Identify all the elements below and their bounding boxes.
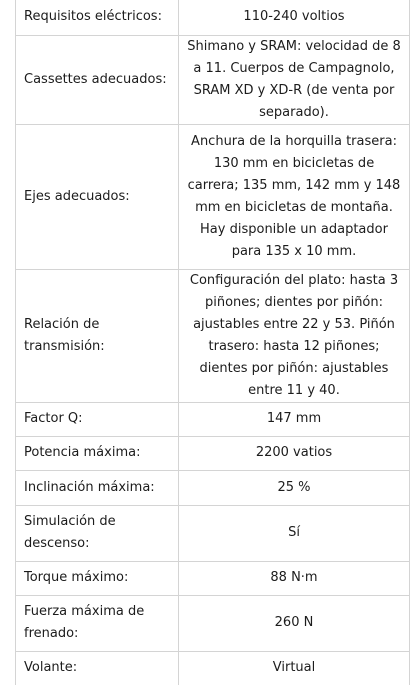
specifications-table <box>15 0 410 685</box>
spec-value: 25 % <box>179 470 410 505</box>
spec-value: Shimano y SRAM: velocidad de 8 a 11. Cuerpos de Campagnolo, SRAM XD y XD-R (de venta por separado). <box>179 35 410 124</box>
spec-value: 110-240 voltios <box>179 0 410 35</box>
spec-label: Simulación de descenso: <box>16 505 179 561</box>
spec-label: Potencia máxima: <box>16 436 179 470</box>
spec-value: Virtual <box>179 651 410 685</box>
spec-row-axles <box>16 124 410 269</box>
spec-label: Requisitos eléctricos: <box>16 0 179 35</box>
spec-label: Relación de transmisión: <box>16 269 179 402</box>
spec-row-gear-ratio <box>16 269 410 402</box>
spec-value: Configuración del plato: hasta 3 piñones; dientes por piñón: ajustables entre 22 y 53. Piñón trasero: hasta 12 piñones; dientes por piñón: ajustables entre 11 y 40. <box>179 269 410 402</box>
spec-row-q-factor <box>16 402 410 436</box>
spec-value: 88 N·m <box>179 561 410 595</box>
spec-row-max-torque <box>16 561 410 595</box>
spec-label: Inclinación máxima: <box>16 470 179 505</box>
spec-row-max-braking-force <box>16 595 410 651</box>
spec-value: Sí <box>179 505 410 561</box>
spec-value: 260 N <box>179 595 410 651</box>
spec-label: Factor Q: <box>16 402 179 436</box>
spec-row-cassettes <box>16 35 410 124</box>
spec-label: Ejes adecuados: <box>16 124 179 269</box>
spec-label: Torque máximo: <box>16 561 179 595</box>
spec-value: Anchura de la horquilla trasera: 130 mm en bicicletas de carrera; 135 mm, 142 mm y 148 mm en bicicletas de montaña. Hay disponible un adaptador para 135 x 10 mm. <box>179 124 410 269</box>
spec-value: 2200 vatios <box>179 436 410 470</box>
spec-row-max-incline <box>16 470 410 505</box>
spec-row-descent-simulation <box>16 505 410 561</box>
spec-label: Fuerza máxima de frenado: <box>16 595 179 651</box>
spec-row-max-power <box>16 436 410 470</box>
spec-label: Volante: <box>16 651 179 685</box>
spec-row-electrical-requirements <box>16 0 410 35</box>
spec-label: Cassettes adecuados: <box>16 35 179 124</box>
spec-row-flywheel <box>16 651 410 685</box>
spec-value: 147 mm <box>179 402 410 436</box>
